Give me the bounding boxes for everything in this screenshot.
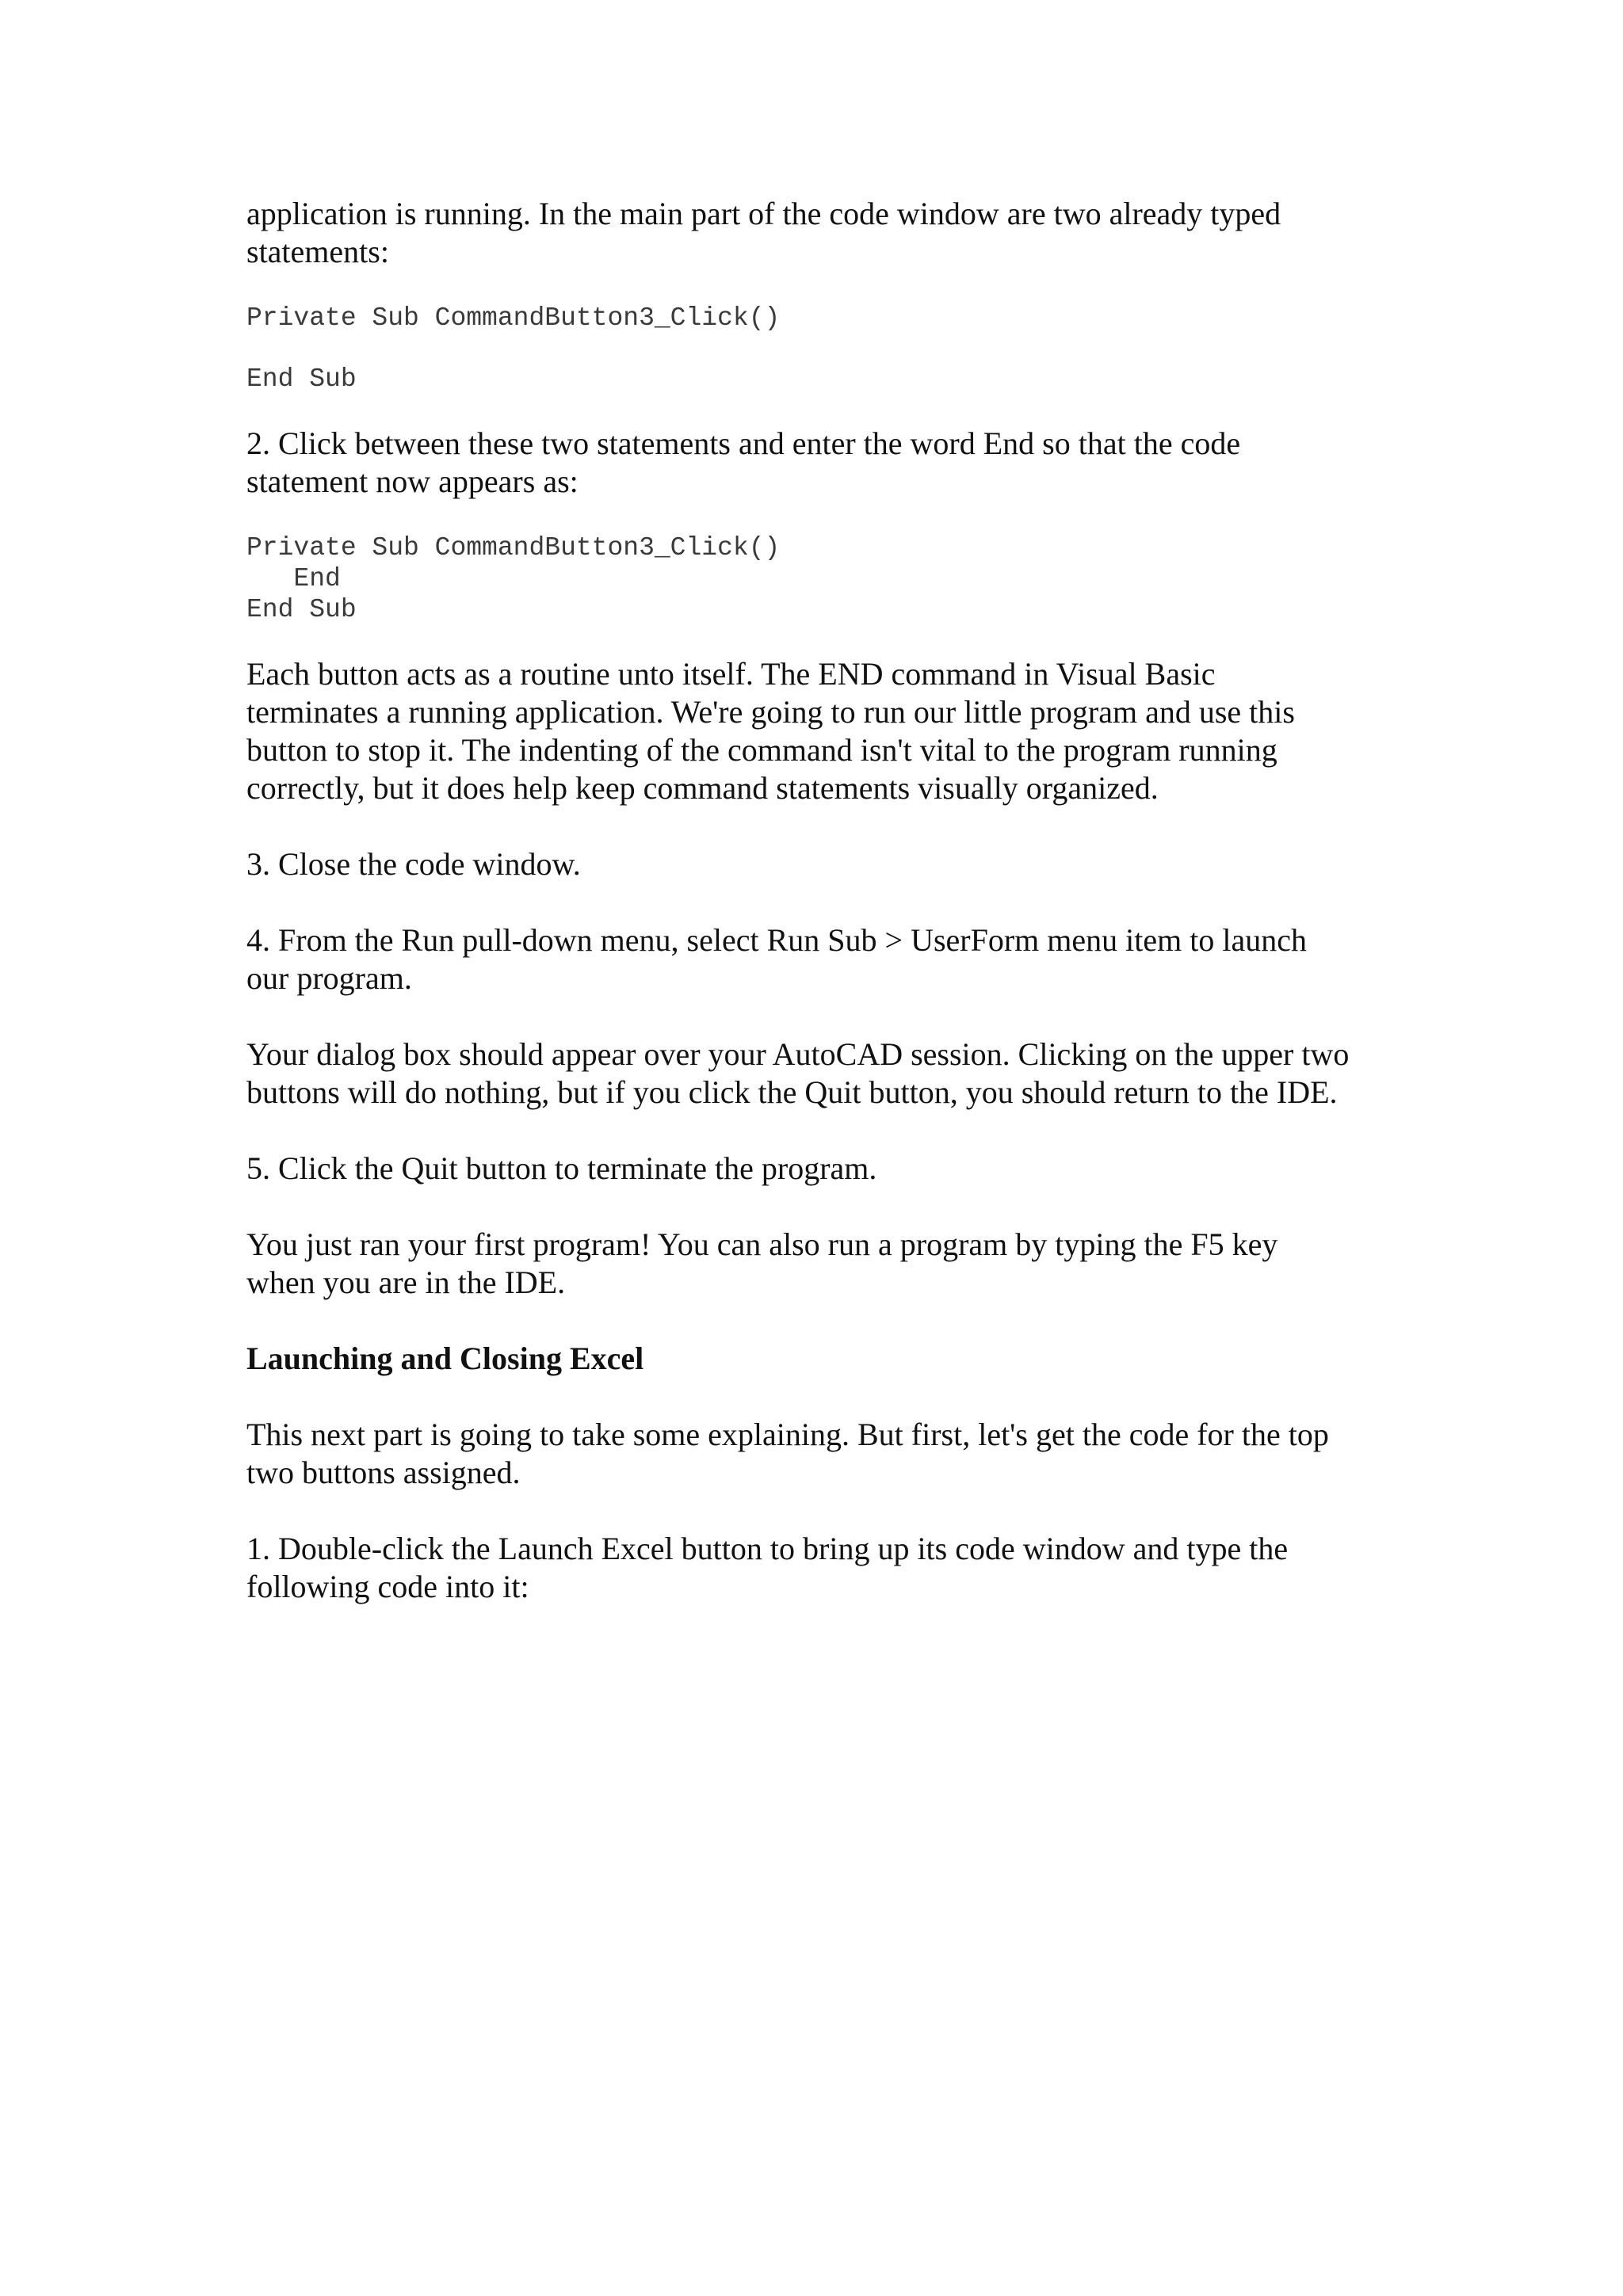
code-line: End xyxy=(246,564,341,593)
paragraph-step-3: 3. Close the code window. xyxy=(246,846,581,882)
paragraph-intro: application is running. In the main part of the code window are two already typed statements: xyxy=(246,196,1289,269)
paragraph-dialog-box: Your dialog box should appear over your AutoCAD session. Clicking on the upper two buttons will do nothing, but if you click the Quit button, you should return to the IDE. xyxy=(246,1036,1358,1110)
code-line: End Sub xyxy=(246,364,357,394)
code-block-1 xyxy=(246,303,1388,395)
code-line: Private Sub CommandButton3_Click() xyxy=(246,533,781,563)
code-line: Private Sub CommandButton3_Click() xyxy=(246,303,781,333)
paragraph-first-program: You just ran your first program! You can also run a program by typing the F5 key when you are in the IDE. xyxy=(246,1226,1286,1300)
paragraph-step-2: 2. Click between these two statements and enter the word End so that the code statement now appears as: xyxy=(246,425,1249,499)
section-heading: Launching and Closing Excel xyxy=(246,1341,644,1376)
paragraph-explaining: This next part is going to take some explaining. But first, let's get the code for the top two buttons assigned. xyxy=(246,1417,1337,1490)
paragraph-step-4: 4. From the Run pull-down menu, select Run Sub > UserForm menu item to launch our program. xyxy=(246,922,1315,996)
paragraph-step-5: 5. Click the Quit button to terminate the program. xyxy=(246,1150,877,1186)
paragraph-end-command: Each button acts as a routine unto itself. The END command in Visual Basic terminates a running application. We're going to run our little program and use this button to stop it. The indenting of the command isn't vital to the program running correctly, but it does help keep command statements visually organized. xyxy=(246,656,1303,806)
code-line: End Sub xyxy=(246,595,357,624)
paragraph-step-1-launch: 1. Double-click the Launch Excel button to bring up its code window and type the following code into it: xyxy=(246,1531,1296,1604)
code-block-2 xyxy=(246,532,1388,625)
document-page xyxy=(246,195,1388,1644)
